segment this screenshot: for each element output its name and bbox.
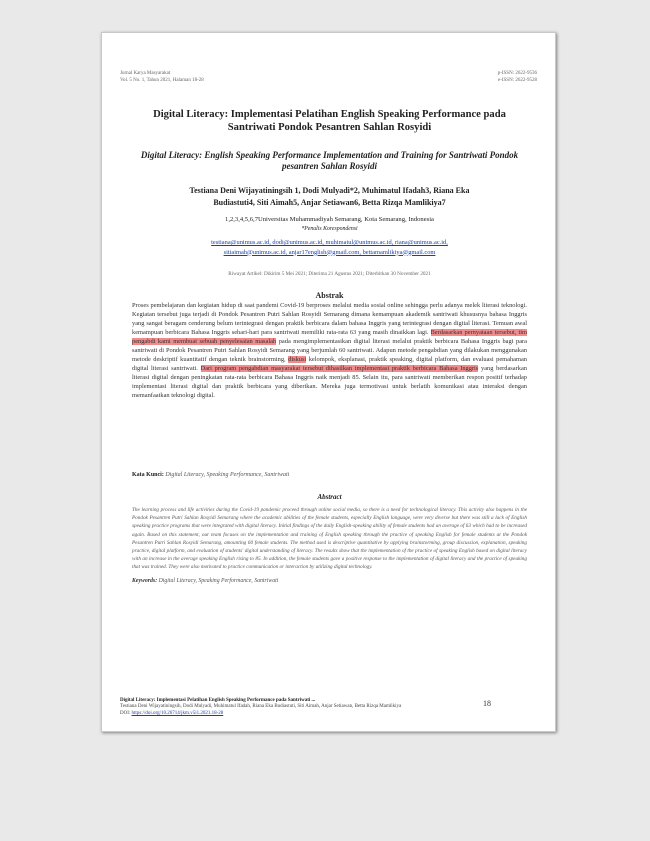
abstrak-highlight-3[interactable]: Dari program pengabdian masyarakat tersebut dihasilkan implementasi praktik berbicara Bahasa Inggris: [200, 364, 479, 372]
article-history: Riwayat Artikel: Dikirim 5 Mei 2021; Diterima 21 Agustus 2021; Diterbitkan 30 November 2021: [228, 271, 431, 277]
keywords-label: Keywords:: [132, 578, 158, 584]
paper-page: [101, 32, 556, 732]
p-issn: p-ISSN: 2622-9536: [497, 71, 537, 76]
authors-line-1: Testiana Deni Wijayatiningsih 1, Dodi Mulyadi*2, Muhimatul Ifadah3, Riana Eka: [189, 186, 470, 195]
abstrak-highlight-1[interactable]: Berdasarkan pernyataan tersebut, tim pengabdi kami membuat sebuah penyelesaian masalah: [132, 328, 527, 345]
abstrak-text-2: pada mengimplementasikan digital literasi melalui praktik berbicara Bahasa Inggris bagi para santriwati di Pondok Pesantren Putri Sahlan Rosyidi Semarang yang berjumlah 60 santriwati. Adapun metode pengabdian yang dilakukan menggunakan metode deskriptif kuantitatif dengan teknik brainstorming,: [132, 337, 527, 363]
emails-line-2[interactable]: sitiaimah@unimus.ac.id, anjar17english@gmail.com, bettamamlikiya@gmail.com: [223, 248, 436, 256]
keywords-values: Digital Literacy, Speaking Performance, Santriwati: [158, 578, 279, 584]
abstract-body: The learning process and life activities during the Covid-19 pandemic proceed through online social media, so there is a need for technological literacy. This activity also happens in the Pondok Pesantren Putri Sahlan Rosyidi Semarang where the academic abilities of the female students, especially English language, were very diverse but there was still a lack of English speaking practice programs that were integrated with digital literacy. Initial findings of the daily English-speaking ability of female students had an average of 63 which had to be increased again. Based on this statement, our team focuses on the implementation and training of English speaking through the practice of speaking English for female students at the Pondok Pesantren Putri Sahlan Rosyidi Semarang, amounting 60 female students. The method used is descriptive quantitative by applying brainstorming, group discussion, explanation, speaking practice, digital platform, and evaluation of students' digital understanding of literacy. The results show that the implementation of the practice of speaking English based on digital literacy with an increase in the average speaking English rising to 85. In addition, the female students gave a positive response to the implementation of digital literacy and the practice of speaking that was trained. They were also motivated to practice communication or interaction by utilizing digital technology.: [132, 507, 527, 571]
emails-line-1[interactable]: testiana@unimus.ac.id, dodi@unimus.ac.id, muhimatul@unimus.ac.id, riana@unimus.ac.id,: [211, 239, 448, 246]
abstrak-text-1: Proses pembelajaran dan kegiatan hidup di saat pandemi Covid-19 berproses melalui media sosial online sehingga perlu adanya melek literasi teknologi. Kegiatan tersebut juga terjadi di Pondok Pesantren Putri Sahlan Rosyidi Semarang dimana kemampuan akademik santriwati khususnya bahasa Inggris yang sangat beragam cenderung belum terintegrasi dengan praktik berbicara dalam bahasa Inggris yang terintegrasi dengan digital literasi. Temuan awal kemampuan berbicara Bahasa Inggris sehari-hari para santriwati memiliki rata-rata 63 yang masih dinaikkan lagi.: [132, 302, 527, 336]
article-subtitle: Digital Literacy: English Speaking Performance Implementation and Training for Santriwati Pondok pesantren Sahlan Rosyidi: [140, 150, 519, 171]
abstract-heading: Abstract: [317, 493, 342, 501]
authors-line-2: Budiastuti4, Siti Aimah5, Anjar Setiawan6, Betta Rizqa Mamlikiya7: [213, 198, 446, 207]
doi-label: DOI:: [120, 710, 131, 716]
abstrak-heading: Abstrak: [315, 291, 344, 300]
footer-title: Digital Literacy: Implementasi Pelatihan English Speaking Performance pada Santriwati ...: [120, 698, 316, 703]
journal-header-right: [498, 70, 537, 84]
affiliation: 1,2,3,4,5,6,7Universitas Muhammadiyah Semarang, Kota Semarang, Indonesia: [225, 216, 434, 223]
author-list: [132, 185, 527, 209]
corresponding-note: *Penulis Korespondensi: [301, 225, 358, 232]
abstrak-highlight-2[interactable]: diskusi: [288, 355, 307, 363]
footer-doi-line: [120, 711, 480, 717]
affiliation-block: [132, 216, 527, 233]
abstrak-text-3: kelompok, eksplanasi, praktik speaking, digital platform, dan evaluasi pemahaman digital literasi santriwati.: [132, 355, 528, 372]
abstrak-text-4: yang berdasarkan literasi digital dengan peningkatan rata-rata berbicara Bahasa Inggris naik menjadi 85. Selain itu, para santriwati memberikan respon positif terhadap implementasi literasi digital dan praktik berbicara yang diberikan. Mereka juga termotivasi untuk berlatih komunikasi atau interaksi dengan memanfaatkan teknologi digital.: [132, 364, 527, 399]
kata-kunci-label: Kata Kunci:: [132, 472, 164, 478]
doi-link[interactable]: https://doi.org/10.26714/jkm.v5i1.2021.18-28: [131, 710, 224, 716]
article-title: Digital Literacy: Implementasi Pelatihan English Speaking Performance pada Santriwati Pondok Pesantren Sahlan Rosyidi: [153, 109, 506, 133]
journal-name: Jurnal Karya Masyarakat: [120, 71, 171, 76]
kata-kunci-values: Digital Literacy, Speaking Performance, Santriwati: [165, 472, 290, 478]
e-issn: e-ISSN: 2622-9528: [497, 78, 537, 83]
journal-header-left: [120, 70, 204, 84]
page-number: 18: [483, 699, 491, 708]
footer-authors: Testiana Deni Wijayatiningsih, Dodi Mulyadi, Muhimatul Ifadah, Riana Eka Budiastuti, Siti Aimah, Anjar Setiawan, Betta Rizqa Mamlikiya: [120, 704, 402, 710]
keywords: [132, 578, 527, 584]
author-emails[interactable]: [122, 238, 537, 257]
journal-volume: Vol. 5 No. 1, Tahun 2021, Halaman 18-28: [120, 78, 204, 83]
abstrak-body: [132, 302, 527, 400]
page-footer: [120, 698, 480, 717]
kata-kunci: [132, 472, 527, 478]
